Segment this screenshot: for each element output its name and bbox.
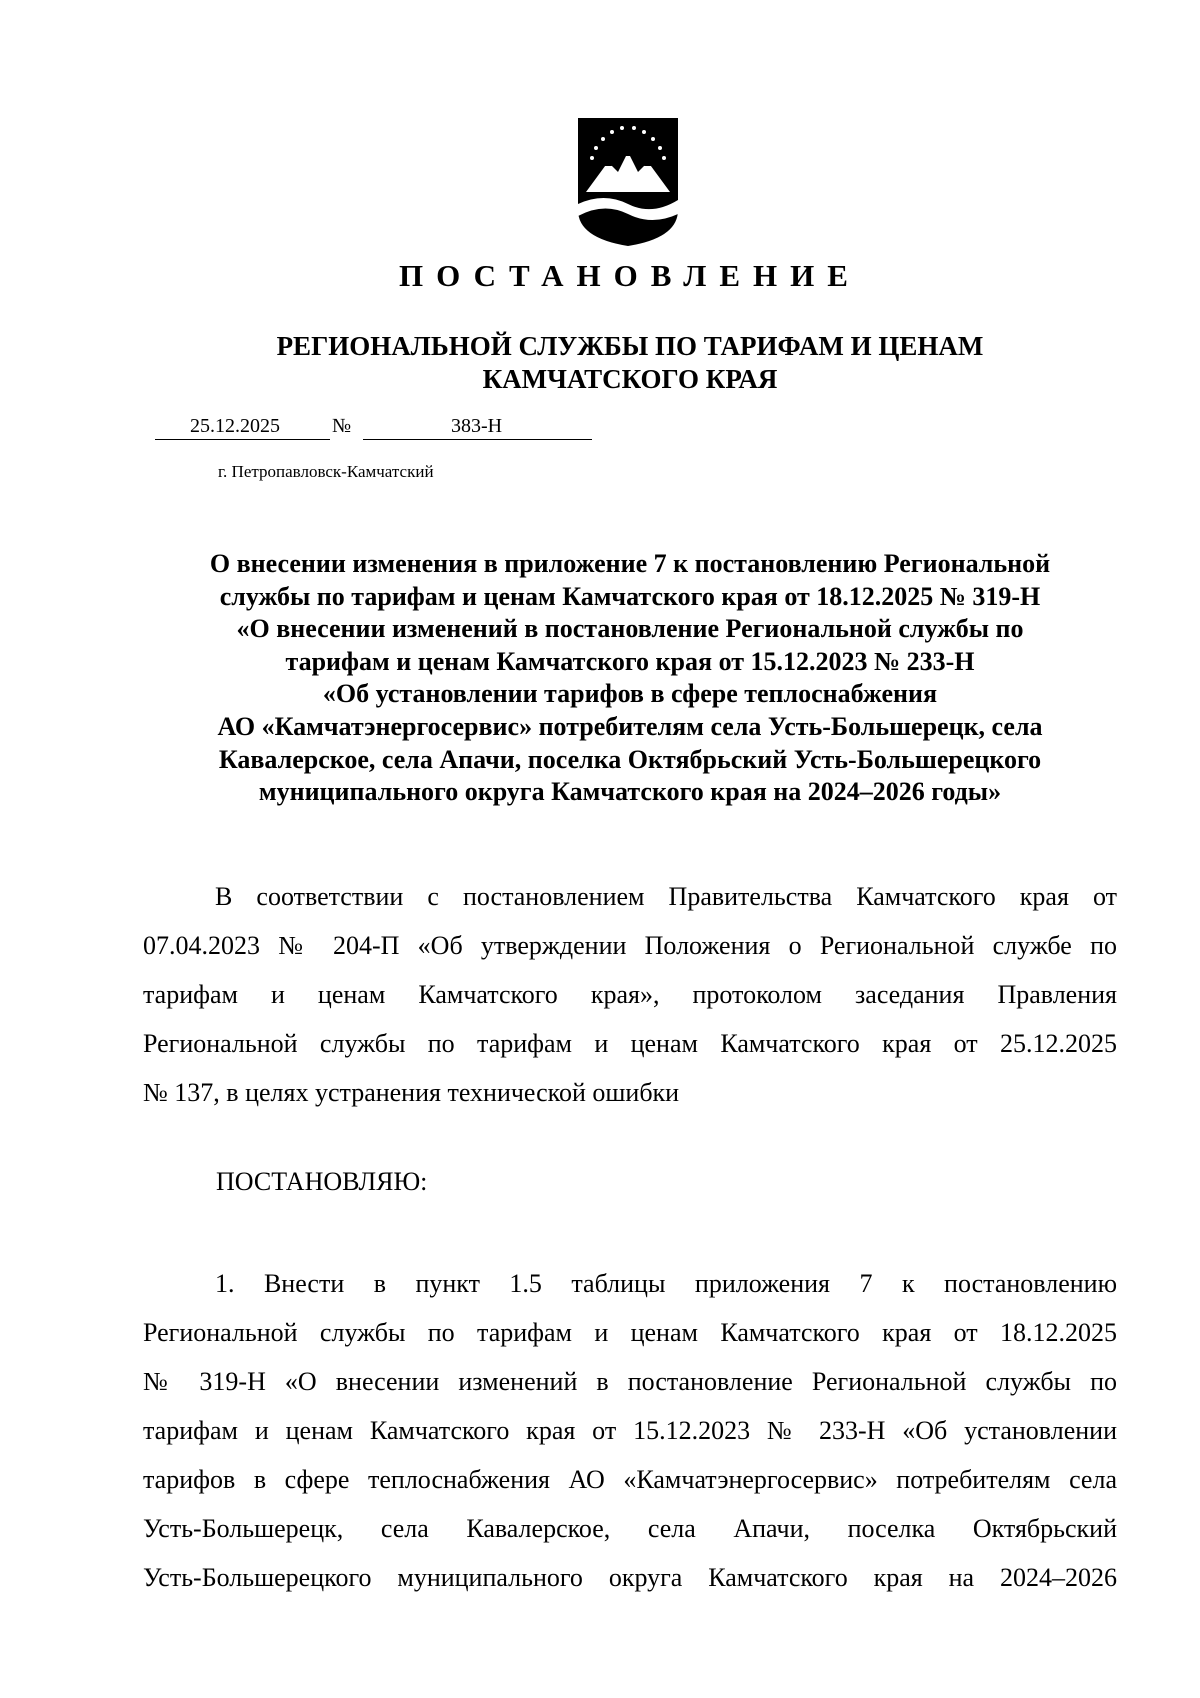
issuing-agency — [0, 330, 1200, 396]
item-1-line: Усть-Большерецк, села Кавалерское, села Апачи, поселка Октябрьский — [143, 1514, 1117, 1543]
subject-line: «О внесении изменений в постановление Региональной службы по — [236, 614, 1024, 644]
subject-line: службы по тарифам и ценам Камчатского края от 18.12.2025 № 319-Н — [219, 581, 1041, 611]
subject-line: О внесении изменения в приложение 7 к постановлению Региональной — [209, 549, 1051, 578]
document-city: г. Петропавловск-Камчатский — [218, 462, 434, 481]
item-1-line: Усть-Большерецкого муниципального округа Камчатского края на 2024–2026 — [143, 1563, 1117, 1592]
subject-line: муниципального округа Камчатского края на 2024–2026 годы» — [258, 777, 1002, 807]
preamble-line: Региональной службы по тарифам и ценам Камчатского края от 25.12.2025 — [143, 1029, 1117, 1058]
agency-line-1: РЕГИОНАЛЬНОЙ СЛУЖБЫ ПО ТАРИФАМ И ЦЕНАМ — [276, 331, 984, 361]
preamble-paragraph — [143, 872, 1117, 1117]
kamchatka-coat-of-arms-icon — [574, 114, 682, 248]
document-date: 25.12.2025 — [155, 413, 330, 440]
subject-line: АО «Камчатэнергосервис» потребителям села Усть-Большерецк, села — [217, 711, 1043, 741]
item-1-line: Региональной службы по тарифам и ценам Камчатского края от 18.12.2025 — [143, 1318, 1117, 1347]
item-1-line: № 319-Н «О внесении изменений в постановление Региональной службы по — [143, 1367, 1117, 1396]
item-1-line: 1. Внести в пункт 1.5 таблицы приложения 7 к постановлению — [215, 1269, 1117, 1298]
preamble-line: № 137, в целях устранения технической ошибки — [143, 1078, 680, 1107]
document-number: 383-Н — [363, 413, 592, 440]
document-subject — [0, 548, 1200, 809]
agency-line-2: КАМЧАТСКОГО КРАЯ — [482, 364, 778, 394]
item-1-line: тарифам и ценам Камчатского края от 15.12.2023 № 233-Н «Об установлении — [143, 1416, 1117, 1445]
preamble-line: В соответствии с постановлением Правительства Камчатского края от — [215, 882, 1117, 911]
preamble-line: 07.04.2023 № 204-П «Об утверждении Положения о Региональной службе по — [143, 931, 1117, 960]
decree-word: ПОСТАНОВЛЯЮ: — [216, 1167, 428, 1196]
number-sign: № — [332, 415, 352, 437]
subject-line: тарифам и ценам Камчатского края от 15.12.2023 № 233-Н — [285, 646, 975, 676]
subject-line: Кавалерское, села Апачи, поселка Октябрьский Усть-Большерецкого — [218, 744, 1042, 774]
subject-line: «Об установлении тарифов в сфере теплоснабжения — [322, 679, 938, 709]
preamble-line: тарифам и ценам Камчатского края», протоколом заседания Правления — [143, 980, 1117, 1009]
item-1-line: тарифов в сфере теплоснабжения АО «Камчатэнергосервис» потребителям села — [143, 1465, 1117, 1494]
item-1-paragraph — [143, 1259, 1117, 1602]
document-type-title: ПОСТАНОВЛЕНИЕ — [399, 258, 861, 293]
